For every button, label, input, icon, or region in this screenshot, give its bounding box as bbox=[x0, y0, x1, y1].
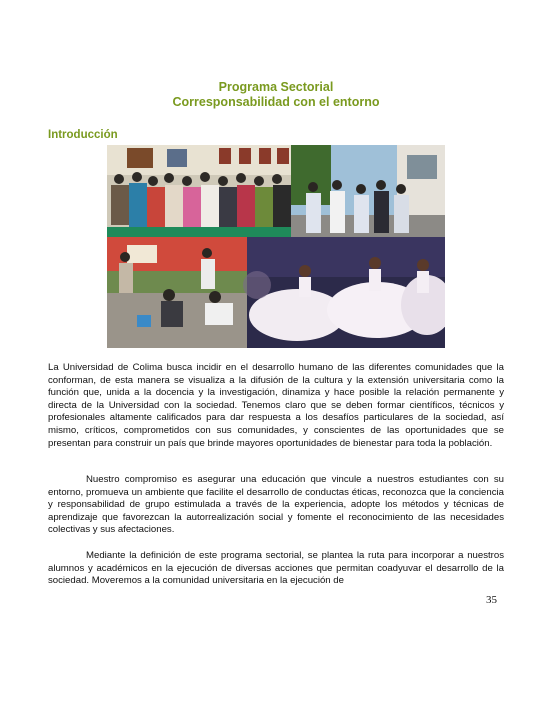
photo-group-indoors bbox=[107, 145, 291, 237]
photo-community-work bbox=[107, 237, 247, 348]
photo-officials-outdoors bbox=[291, 145, 445, 237]
document-title-line1: Programa Sectorial bbox=[218, 80, 334, 94]
paragraph-2: Nuestro compromiso es asegurar una educación que vincule a nuestros estudiantes con su entorno, promueva un ambiente que facilite el desarrollo de conductas éticas, reconozca que la conciencia y responsabilidad de grupo estimulada a través de la experiencia, adopte los métodos y técnicas de aprendizaje que favorezcan la autorrealización social y fomente el reconocimiento de las necesidades colectivas y sus afectaciones. bbox=[48, 474, 504, 536]
document-title-line2: Corresponsabilidad con el entorno bbox=[172, 95, 380, 109]
page-number: 35 bbox=[486, 594, 497, 606]
paragraph-1: La Universidad de Colima busca incidir en el desarrollo humano de las diferentes comunidades que la conforman, de esta manera se visualiza a la difusión de la cultura y la extensión universitaria como la función que, unida a la docencia y la investigación, dinamiza y hace posible la relación permanente y directa de la Universidad con la sociedad. Tenemos claro que se deben formar científicos, técnicos y profesionales altamente calificados para dar respuesta a los desafíos particulares de la sociedad, así mismo, críticos, comprometidos con sus comunidades, y conscientes de las oportunidades que se presentan para construir un país que brinde mayores oportunidades de bienestar para toda la población. bbox=[48, 362, 504, 449]
section-heading: Introducción bbox=[48, 129, 118, 141]
photo-folk-dancers bbox=[243, 237, 445, 348]
paragraph-3: Mediante la definición de este programa sectorial, se plantea la ruta para incorporar a nuestros alumnos y académicos en la ejecución de diversas acciones que permitan coadyuvar el desarrollo de la sociedad. Moveremos a la comunidad universitaria en la ejecución de bbox=[48, 550, 504, 587]
photo-collage-image bbox=[107, 145, 445, 348]
photo-collage bbox=[107, 145, 445, 348]
